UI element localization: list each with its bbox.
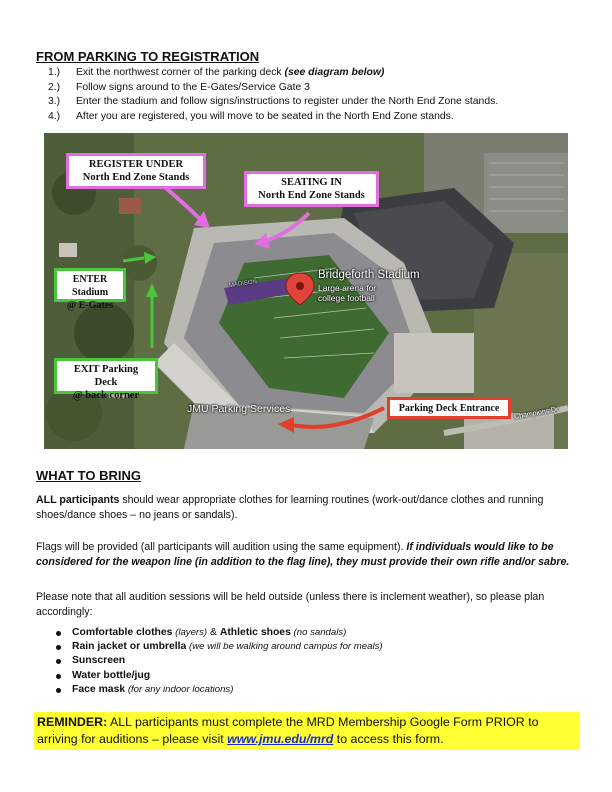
stadium-description-label: Large arena for college football	[318, 283, 377, 303]
parking-services-label: JMU Parking Services	[187, 403, 291, 415]
callout-parking-entrance: Parking Deck Entrance	[387, 397, 511, 419]
step-text: After you are registered, you will move to be seated in the North End Zone stands.	[76, 110, 454, 122]
callout-register: REGISTER UNDER North End Zone Stands	[66, 153, 206, 189]
step-text: Follow signs around to the E-Gates/Service Gate 3	[76, 81, 310, 93]
list-item: Water bottle/jug	[52, 669, 383, 683]
step-number: 2.)	[48, 81, 61, 93]
list-item	[48, 81, 498, 96]
stadium-aerial-map	[44, 133, 568, 449]
list-item	[48, 95, 498, 110]
section-heading-parking: FROM PARKING TO REGISTRATION	[36, 49, 260, 64]
callout-seating: SEATING IN North End Zone Stands	[244, 171, 379, 207]
reminder-label: REMINDER:	[37, 715, 108, 729]
section-heading-bring: WHAT TO BRING	[36, 468, 141, 483]
outside-paragraph: Please note that all audition sessions will be held outside (unless there is inclement weather), so please plan accordingly:	[36, 591, 545, 618]
list-item: Rain jacket or umbrella (we will be walking around campus for meals)	[52, 640, 383, 654]
callout-enter-stadium: ENTER Stadium @ E-Gates	[54, 268, 126, 302]
list-item: Face mask (for any indoor locations)	[52, 683, 383, 697]
list-item	[48, 66, 498, 81]
steps-list	[48, 66, 498, 124]
reminder-box: REMINDER: ALL participants must complete the MRD Membership Google Form PRIOR to arriving for auditions – please visit www.jmu.edu/mrd to access this form.	[34, 712, 580, 750]
list-item	[48, 110, 498, 125]
step-text: Enter the stadium and follow signs/instructions to register under the North End Zone stands.	[76, 96, 499, 108]
flags-paragraph: Flags will be provided (all participants will audition using the same equipment). If individuals would like to be considered for the weapon line (in addition to the flag line), they must provide their own rifle and/or sabre.	[36, 541, 570, 568]
list-item: Comfortable clothes (layers) & Athletic shoes (no sandals)	[52, 626, 383, 640]
stadium-name-label: Bridgeforth Stadium	[318, 269, 420, 281]
bring-list	[52, 626, 383, 697]
clothing-paragraph: ALL participants should wear appropriate clothes for learning routines (work-out/dance clothes and running shoes/dance shoes – no jeans or sandals).	[36, 494, 544, 521]
step-text: Exit the northwest corner of the parking deck (see diagram below)	[76, 67, 385, 78]
step-number: 3.)	[48, 96, 61, 108]
end-zone-text: MADISON	[228, 279, 258, 289]
mrd-link[interactable]: www.jmu.edu/mrd	[227, 732, 334, 746]
step-number: 1.)	[48, 67, 61, 78]
callout-exit-parking: EXIT Parking Deck @ back corner	[54, 358, 158, 394]
list-item: Sunscreen	[52, 654, 383, 668]
step-number: 4.)	[48, 110, 61, 122]
road-label: Champions Dr	[513, 406, 560, 421]
step-emphasis: (see diagram below)	[284, 67, 385, 78]
